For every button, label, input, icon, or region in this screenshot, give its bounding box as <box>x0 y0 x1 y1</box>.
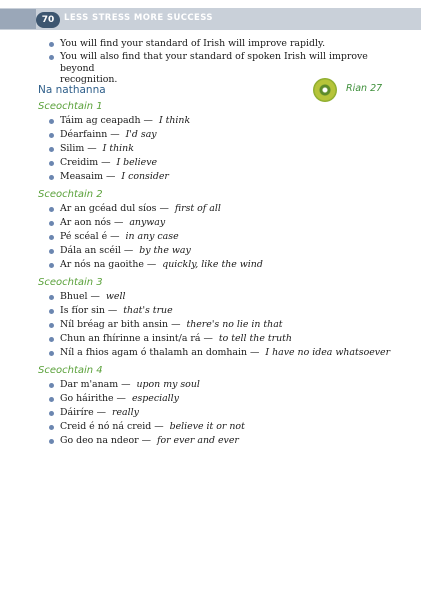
bullet-icon <box>49 337 54 342</box>
irish-phrase: Níl bréag ar bith ansin — <box>60 319 181 330</box>
bullet-icon <box>49 425 54 430</box>
irish-phrase: Dála an scéil — <box>60 245 134 256</box>
section-title: Na nathanna <box>38 84 106 96</box>
irish-phrase: Déarfainn — <box>60 129 120 140</box>
irish-phrase: Níl a fhios agam ó thalamh an domhain — <box>60 347 260 358</box>
phrase-item <box>60 245 191 257</box>
group-heading: Sceochtain 4 <box>38 365 103 376</box>
english-translation: anyway <box>129 217 166 228</box>
irish-phrase: Bhuel — <box>60 291 100 302</box>
english-translation: I think <box>102 143 134 154</box>
phrase-item <box>60 407 139 419</box>
phrase-item <box>60 259 263 271</box>
bullet-icon <box>49 351 54 356</box>
phrase-item <box>60 333 292 345</box>
bullet-icon <box>49 147 54 152</box>
english-translation: especially <box>131 393 179 404</box>
irish-phrase: Chun an fhírinne a insint/a rá — <box>60 333 213 344</box>
english-translation: I believe <box>116 157 158 168</box>
phrase-item <box>60 129 157 141</box>
group-heading: Sceochtain 3 <box>38 277 103 288</box>
page-number: 70 <box>36 12 60 28</box>
phrase-item <box>60 347 390 359</box>
english-translation: for ever and ever <box>156 435 239 446</box>
irish-phrase: Táim ag ceapadh — <box>60 115 153 126</box>
intro-text-cont: recognition. <box>60 74 118 85</box>
bullet-icon <box>49 175 54 180</box>
phrase-item <box>60 393 179 405</box>
irish-phrase: Measaim — <box>60 171 116 182</box>
bullet-icon <box>49 207 54 212</box>
english-translation: first of all <box>174 203 221 214</box>
bullet-icon <box>49 161 54 166</box>
irish-phrase: Creidim — <box>60 157 111 168</box>
header-accent <box>0 9 36 29</box>
phrase-item <box>60 115 190 127</box>
irish-phrase: Dáiríre — <box>60 407 106 418</box>
bullet-icon <box>49 42 54 47</box>
irish-phrase: Ar aon nós — <box>60 217 124 228</box>
bullet-icon <box>49 383 54 388</box>
phrase-item <box>60 319 283 331</box>
bullet-icon <box>49 397 54 402</box>
irish-phrase: Creid é nó ná creid — <box>60 421 164 432</box>
english-translation: I have no idea whatsoever <box>265 347 391 358</box>
english-translation: upon my soul <box>136 379 200 390</box>
english-translation: well <box>105 291 126 302</box>
bullet-icon <box>49 221 54 226</box>
bullet-icon <box>49 323 54 328</box>
english-translation: by the way <box>139 245 191 256</box>
english-translation: I think <box>158 115 191 126</box>
track-label[interactable]: Rian 27 <box>346 83 383 94</box>
intro-item <box>60 38 370 50</box>
phrase-item <box>60 217 165 229</box>
english-translation: I'd say <box>125 129 157 140</box>
bullet-icon <box>49 133 54 138</box>
phrase-item <box>60 291 125 303</box>
phrase-item <box>60 379 200 391</box>
irish-phrase: Silim — <box>60 143 97 154</box>
bullet-icon <box>49 235 54 240</box>
irish-phrase: Is fíor sin — <box>60 305 118 316</box>
bullet-icon <box>49 263 54 268</box>
english-translation: in any case <box>125 231 179 242</box>
phrase-item <box>60 203 221 215</box>
phrase-item <box>60 231 179 243</box>
audio-cd-icon[interactable] <box>313 78 337 102</box>
english-translation: quickly, like the wind <box>162 259 263 270</box>
english-translation: there's no lie in that <box>186 319 283 330</box>
irish-phrase: Pé scéal é — <box>60 231 120 242</box>
english-translation: really <box>111 407 139 418</box>
running-title: LESS STRESS MORE SUCCESS <box>64 13 213 23</box>
bullet-icon <box>49 119 54 124</box>
phrase-item <box>60 305 173 317</box>
phrase-item <box>60 157 157 169</box>
english-translation: to tell the truth <box>218 333 292 344</box>
english-translation: believe it or not <box>169 421 245 432</box>
irish-phrase: Ar nós na gaoithe — <box>60 259 157 270</box>
bullet-icon <box>49 295 54 300</box>
irish-phrase: Ar an gcéad dul síos — <box>60 203 169 214</box>
irish-phrase: Go deo na ndeor — <box>60 435 151 446</box>
irish-phrase: Go háirithe — <box>60 393 126 404</box>
english-translation: I consider <box>121 171 169 182</box>
bullet-icon <box>49 309 54 314</box>
intro-text: You will find your standard of Irish will improve rapidly. <box>60 38 326 49</box>
bullet-icon <box>49 249 54 254</box>
group-heading: Sceochtain 2 <box>38 189 103 200</box>
english-translation: that's true <box>123 305 173 316</box>
bullet-icon <box>49 439 54 444</box>
phrase-item <box>60 421 245 433</box>
phrase-item <box>60 143 134 155</box>
bullet-icon <box>49 55 54 60</box>
phrase-item <box>60 435 239 447</box>
irish-phrase: Dar m'anam — <box>60 379 131 390</box>
intro-text: You will also find that your standard of spoken Irish will improve beyond <box>60 51 368 74</box>
group-heading: Sceochtain 1 <box>38 101 103 112</box>
bullet-icon <box>49 411 54 416</box>
phrase-item <box>60 171 169 183</box>
